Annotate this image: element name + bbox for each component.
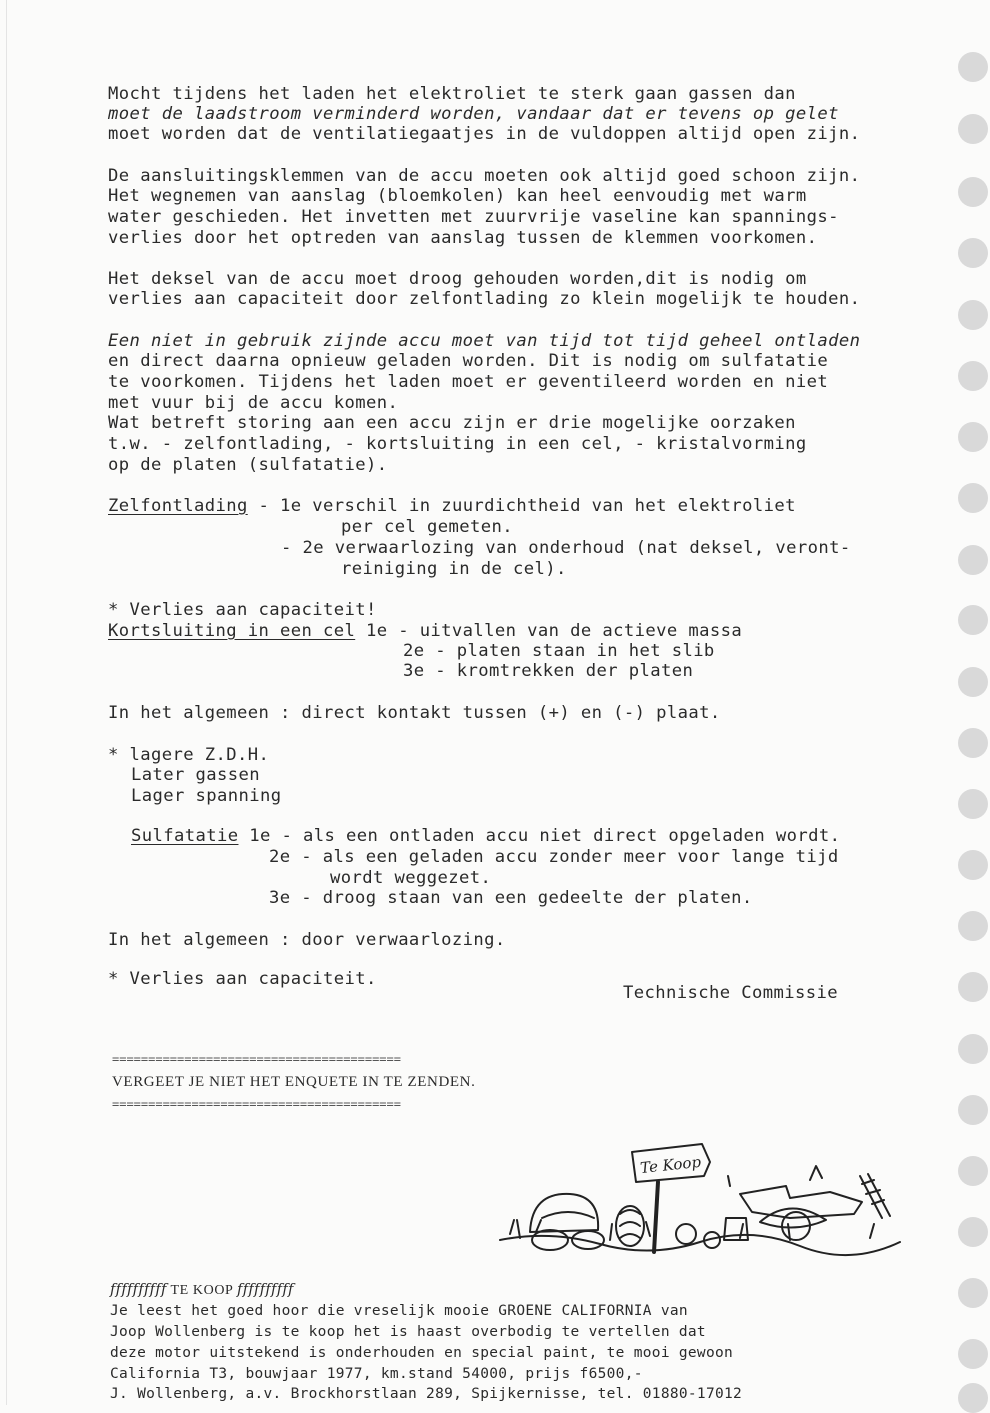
sulfatatie-cause-3: 3e - droog staan van een gedeelte der platen. <box>269 888 753 908</box>
punch-hole <box>958 483 988 513</box>
kortsluiting-general: In het algemeen : direct kontakt tussen (+) en (-) plaat. <box>108 703 721 723</box>
ad-line: deze motor uitstekend is onderhouden en special paint, te mooi gewoon <box>110 1345 734 1361</box>
ad-decoration-left: ffffffffff <box>110 1282 167 1298</box>
kortsluiting-cause-2: 2e - platen staan in het slib <box>403 641 715 661</box>
sulfatatie-heading: Sulfatatie <box>131 826 239 846</box>
symptom-line: Lager spanning <box>131 786 282 806</box>
zelfontlading-cause-1-cont: per cel gemeten. <box>341 517 513 537</box>
punch-hole <box>958 1383 988 1413</box>
sulfatatie-cause-1: 1e - als een ontladen accu niet direct opgeladen wordt. <box>238 826 841 846</box>
kortsluiting-heading: Kortsluiting in een cel <box>108 621 356 641</box>
zelfontlading-cause-2-cont: reiniging in de cel). <box>341 559 567 579</box>
kortsluiting-row <box>108 621 742 641</box>
ad-line: California T3, bouwjaar 1977, km.stand 54000, prijs f6500,- <box>110 1366 643 1382</box>
star-note: * Verlies aan capaciteit. <box>108 969 377 989</box>
body-line: Het deksel van de accu moet droog gehouden worden,dit is nodig om <box>108 269 807 289</box>
punch-hole <box>958 114 988 144</box>
body-line: verlies door het optreden van aanslag tussen de klemmen voorkomen. <box>108 228 818 248</box>
punch-hole <box>958 52 988 82</box>
zelfontlading-cause-2: - 2e verwaarlozing van onderhoud (nat deksel, veront- <box>281 538 851 558</box>
punch-hole <box>958 1278 988 1308</box>
body-line: t.w. - zelfontlading, - kortsluiting in een cel, - kristalvorming <box>108 434 807 454</box>
notice-rule-bottom: ======================================== <box>112 1097 401 1111</box>
star-note: * Verlies aan capaciteit! <box>108 600 377 620</box>
punch-hole <box>958 1156 988 1186</box>
te-koop-illustration <box>490 1122 910 1264</box>
ad-title: TE KOOP <box>166 1283 238 1298</box>
body-line: met vuur bij de accu komen. <box>108 393 399 413</box>
punch-hole <box>958 545 988 575</box>
symptom-line: Later gassen <box>131 765 260 785</box>
sulfatatie-row <box>131 826 840 846</box>
page-edge <box>6 0 7 1405</box>
ad-line: J. Wollenberg, a.v. Brockhorstlaan 289, Spijkernisse, tel. 01880-17012 <box>110 1386 743 1402</box>
kortsluiting-cause-1: 1e - uitvallen van de actieve massa <box>355 621 743 641</box>
kortsluiting-cause-3: 3e - kromtrekken der platen <box>403 661 694 681</box>
body-line: Wat betreft storing aan een accu zijn er drie mogelijke oorzaken <box>108 413 796 433</box>
punch-hole <box>958 605 988 635</box>
punch-hole <box>958 972 988 1002</box>
punch-hole <box>958 789 988 819</box>
zelfontlading-heading: Zelfontlading <box>108 496 248 516</box>
punch-hole <box>958 361 988 391</box>
punch-hole <box>958 1217 988 1247</box>
signature: Technische Commissie <box>623 983 838 1003</box>
body-line: water geschieden. Het invetten met zuurvrije vaseline kan spannings- <box>108 207 839 227</box>
punch-hole <box>958 177 988 207</box>
sulfatatie-general: In het algemeen : door verwaarlozing. <box>108 930 506 950</box>
body-line: Een niet in gebruik zijnde accu moet van tijd tot tijd geheel ontladen <box>108 331 861 351</box>
body-line: op de platen (sulfatatie). <box>108 455 388 475</box>
punch-hole <box>958 1034 988 1064</box>
sulfatatie-cause-2-cont: wordt weggezet. <box>330 868 492 888</box>
sulfatatie-cause-2: 2e - als een geladen accu zonder meer voor lange tijd <box>269 847 839 867</box>
punch-hole <box>958 238 988 268</box>
notice-text: VERGEET JE NIET HET ENQUETE IN TE ZENDEN. <box>112 1074 476 1090</box>
ad-line: Joop Wollenberg is te koop het is haast overbodig te vertellen dat <box>110 1324 706 1340</box>
ad-header <box>110 1282 294 1299</box>
punch-hole <box>958 667 988 697</box>
punch-hole <box>958 1339 988 1369</box>
body-line: Mocht tijdens het laden het elektroliet te sterk gaan gassen dan <box>108 84 796 104</box>
punch-hole <box>958 850 988 880</box>
body-line: te voorkomen. Tijdens het laden moet er geventileerd worden en niet <box>108 372 829 392</box>
star-note: * lagere Z.D.H. <box>108 745 270 765</box>
body-line: verlies aan capaciteit door zelfontlading zo klein mogelijk te houden. <box>108 289 861 309</box>
sign-label: Te Koop <box>639 1152 702 1178</box>
body-line: en direct daarna opnieuw geladen worden. Dit is nodig om sulfatatie <box>108 351 829 371</box>
body-line: moet de laadstroom verminderd worden, vandaar dat er tevens op gelet <box>108 104 839 124</box>
zelfontlading-cause-1: - 1e verschil in zuurdichtheid van het elektroliet <box>247 496 796 516</box>
body-line: Het wegnemen van aanslag (bloemkolen) kan heel eenvoudig met warm <box>108 186 807 206</box>
punch-hole <box>958 1095 988 1125</box>
punch-hole <box>958 300 988 330</box>
body-line: moet worden dat de ventilatiegaatjes in de vuldoppen altijd open zijn. <box>108 124 861 144</box>
ad-line: Je leest het goed hoor die vreselijk mooie GROENE CALIFORNIA van <box>110 1303 688 1319</box>
punch-hole <box>958 728 988 758</box>
punch-hole <box>958 422 988 452</box>
punch-hole <box>958 911 988 941</box>
body-line: De aansluitingsklemmen van de accu moeten ook altijd goed schoon zijn. <box>108 166 861 186</box>
zelfontlading-row <box>108 496 796 516</box>
ad-decoration-right: ffffffffff <box>237 1282 294 1298</box>
notice-rule-top: ======================================== <box>112 1052 401 1066</box>
